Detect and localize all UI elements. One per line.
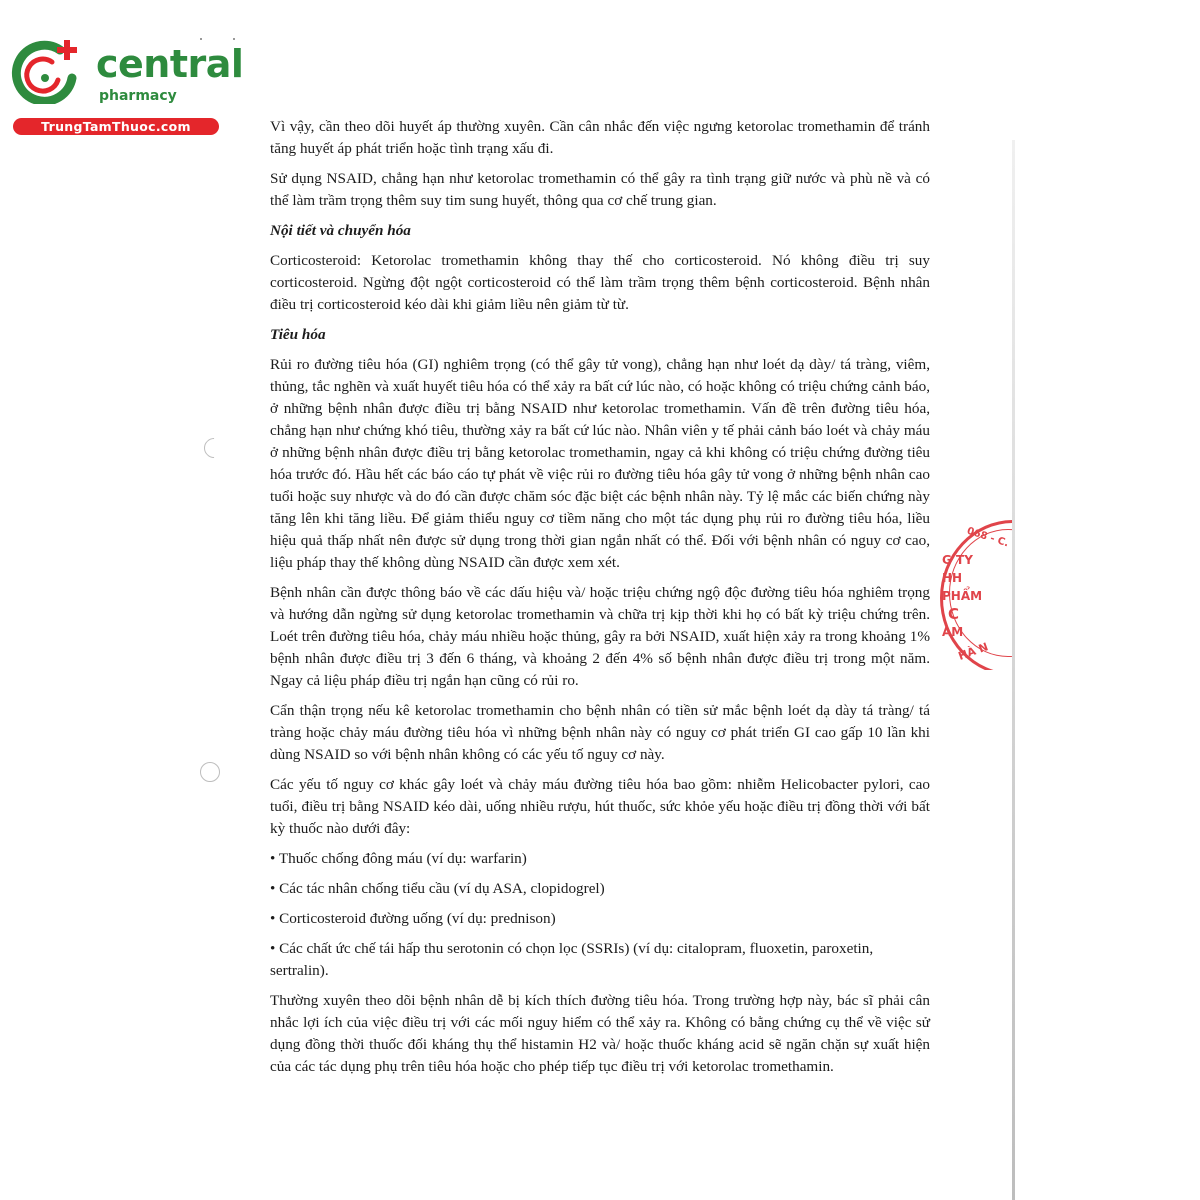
list-item: • Corticosteroid đường uống (ví dụ: prednison) [270,910,556,927]
paragraph-ulcer-history: Cẩn thận trọng nếu kê ketorolac tromethamin cho bệnh nhân có tiền sử mắc bệnh loét dạ dày tá tràng/ tá tràng hoặc chảy máu đường tiêu hóa vì những bệnh nhân này có nguy cơ phát triển GI cao gấp 10 lần khi dùng NSAID so với bệnh nhân không có các yếu tố nguy cơ này. [270,702,930,763]
page-edge-shadow [1012,140,1015,1200]
paragraph-gi-risk: Rủi ro đường tiêu hóa (GI) nghiêm trọng (có thể gây tử vong), chẳng hạn như loét dạ dày/ tá tràng, viêm, thủng, tắc nghẽn và xuất huyết tiêu hóa có thể xảy ra bất cứ lúc nào, có hoặc không có triệu chứng cảnh báo, ở những bệnh nhân được điều trị bằng NSAID như ketorolac tromethamin. Vấn đề trên đường tiêu hóa, chẳng hạn như chứng khó tiêu, thường xảy ra bất cứ lúc nào. Nhân viên y tế phải cảnh báo loét và chảy máu ở những bệnh nhân được điều trị bằng ketorolac tromethamin, ngay cả khi không có triệu chứng đường tiêu hóa trước đó. Hầu hết các báo cáo tự phát về việc rủi ro đường tiêu hóa gây tử vong ở những bệnh nhân cao tuổi hoặc suy nhược và do đó cần được chăm sóc đặc biệt các bệnh nhân này. Tỷ lệ mắc các biến chứng này tăng lên khi tăng liều. Để giảm thiểu nguy cơ tiềm năng cho một tác dụng phụ rủi ro đường tiêu hóa, liều hiệu quả thấp nhất nên được sử dụng trong thời gian ngắn nhất có thể. Đối với bệnh nhân có nguy cơ cao, liệu pháp thay thế không dùng NSAID cần được xem xét. [270,356,930,571]
company-stamp [940,520,1012,670]
list-item: • Các tác nhân chống tiểu cầu (ví dụ ASA, clopidogrel) [270,880,605,897]
stamp-text: 068 - C. [965,525,1010,550]
stamp-text: AM [942,625,964,639]
section-heading-gastrointestinal: Tiêu hóa [270,326,326,343]
brand-subtitle: pharmacy [99,88,177,104]
risk-drug-list [270,848,930,982]
stamp-text: HÀ N [956,640,990,663]
central-pharmacy-logo [10,38,244,138]
hole-punch-mark [200,762,220,782]
brand-name: central [96,42,244,86]
scan-speck [200,38,202,40]
paragraph-patient-info: Bệnh nhân cần được thông báo về các dấu hiệu và/ hoặc triệu chứng ngộ độc đường tiêu hóa nghiêm trọng và hướng dẫn ngừng sử dụng ketorolac tromethamin và chữa trị kịp thời khi họ có bất kỳ triệu chứng trên. Loét trên đường tiêu hóa, chảy máu nhiều hoặc thủng, gây ra bởi NSAID, xuất hiện xảy ra trong khoảng 1% bệnh nhân được điều trị 3 đến 6 tháng, và khoảng 2 đến 4% số bệnh nhân được điều trị trong một năm. Ngay cả liệu pháp điều trị ngắn hạn cũng có rủi ro. [270,584,930,689]
hole-punch-mark [200,434,228,462]
document-body [270,116,930,1078]
stamp-text: HH [942,571,963,585]
paragraph-blood-pressure: Vì vậy, cần theo dõi huyết áp thường xuyên. Cần cân nhắc đến việc ngưng ketorolac tromethamin để tránh tăng huyết áp phát triển hoặc tình trạng xấu đi. [270,118,930,157]
pharmacy-cross-logo-icon [10,38,82,104]
stamp-text: PHẨM [942,589,983,603]
paragraph-monitoring: Thường xuyên theo dõi bệnh nhân dễ bị kích thích đường tiêu hóa. Trong trường hợp này, bác sĩ phải cân nhắc lợi ích của việc điều trị với các mối nguy hiểm có thể xảy ra. Không có bằng chứng cụ thể về việc sử dụng đồng thời thuốc đối kháng thụ thể histamin H2 và/ hoặc thuốc kháng acid sẽ ngăn chặn sự xuất hiện của các tác dụng phụ trên tiêu hóa hoặc cho phép tiếp tục điều trị với ketorolac tromethamin. [270,992,930,1075]
list-item: • Các chất ức chế tái hấp thu serotonin có chọn lọc (SSRIs) (ví dụ: citalopram, fluoxetin, paroxetin, sertralin). [270,940,874,979]
list-item: • Thuốc chống đông máu (ví dụ: warfarin) [270,850,527,867]
website-badge: TrungTamThuoc.com [13,118,219,135]
paragraph-fluid-retention: Sử dụng NSAID, chẳng hạn như ketorolac tromethamin có thể gây ra tình trạng giữ nước và phù nề và có thể làm trầm trọng thêm suy tim sung huyết, thông qua cơ chế trung gian. [270,170,930,209]
section-heading-endocrine: Nội tiết và chuyển hóa [270,222,411,239]
scan-speck [233,38,235,40]
paragraph-risk-factors: Các yếu tố nguy cơ khác gây loét và chảy máu đường tiêu hóa bao gồm: nhiễm Helicobacter pylori, cao tuổi, điều trị bằng NSAID kéo dài, uống nhiều rượu, hút thuốc, sức khỏe yếu hoặc điều trị đồng thời với bất kỳ thuốc nào dưới đây: [270,776,930,837]
stamp-text: G TY [942,553,973,567]
paragraph-corticosteroid: Corticosteroid: Ketorolac tromethamin không thay thế cho corticosteroid. Nó không điều trị suy corticosteroid. Ngừng đột ngột corticosteroid có thể làm trầm trọng thêm bệnh corticosteroid. Bệnh nhân điều trị corticosteroid kéo dài khi giảm liều nên giảm từ từ. [270,252,930,313]
stamp-text: C [948,605,960,623]
